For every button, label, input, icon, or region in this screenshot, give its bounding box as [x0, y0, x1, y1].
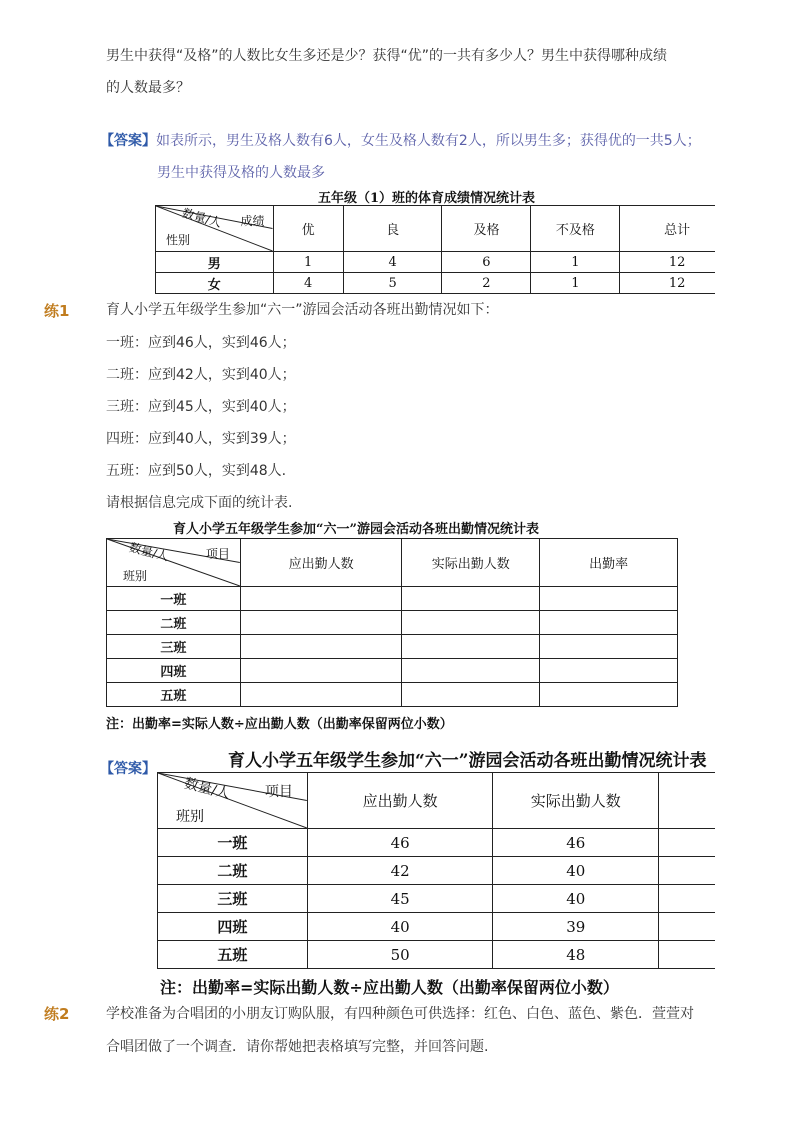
exercise-2-line-1: 学校准备为合唱团的小朋友订购队服，有四种颜色可供选择：红色、白色、蓝色、紫色．萱萱对	[106, 1006, 694, 1022]
class-line: 五班：应到50人，实到48人.	[106, 463, 287, 479]
row-label: 四班	[107, 659, 241, 683]
table-cell: 46	[493, 829, 659, 857]
table-cell: 45	[307, 885, 493, 913]
corner-bottom-label: 班别	[176, 809, 204, 825]
header-cell: 实际出勤人数	[493, 773, 659, 829]
table-cell-cut	[659, 857, 715, 885]
blank-cell[interactable]	[540, 659, 678, 683]
table-cell-cut	[659, 885, 715, 913]
exercise-2-line-2: 合唱团做了一个调查．请你帮她把表格填写完整，并回答问题.	[106, 1039, 489, 1055]
header-cell: 良	[343, 206, 442, 252]
class-line: 三班：应到45人，实到40人；	[106, 399, 296, 415]
blank-cell[interactable]	[540, 611, 678, 635]
corner-mid-label: 数量/人	[182, 775, 232, 803]
blank-cell[interactable]	[402, 611, 540, 635]
table-row	[107, 683, 678, 707]
corner-mid-label: 数量/人	[127, 540, 171, 564]
answer-1-line-2: 男生中获得及格的人数最多	[157, 165, 325, 181]
corner-mid-label: 数量/人	[180, 206, 224, 230]
attendance-blank-table	[106, 538, 678, 707]
table-cell: 50	[307, 941, 493, 969]
table-cell: 2	[442, 273, 531, 294]
row-label: 三班	[158, 885, 308, 913]
blank-cell[interactable]	[402, 587, 540, 611]
header-cell: 及格	[442, 206, 531, 252]
table-row	[158, 829, 716, 857]
question-line-2: 的人数最多？	[106, 80, 190, 96]
corner-bottom-label: 性别	[166, 233, 191, 247]
row-label: 四班	[158, 913, 308, 941]
table-cell: 4	[273, 273, 343, 294]
class-line: 二班：应到42人，实到40人；	[106, 367, 296, 383]
table-cell: 6	[442, 252, 531, 273]
header-cell: 优	[273, 206, 343, 252]
exercise-2-label: 练2	[44, 1005, 70, 1023]
table-cell: 40	[307, 913, 493, 941]
table-row	[158, 885, 716, 913]
row-label: 五班	[107, 683, 241, 707]
row-label: 一班	[158, 829, 308, 857]
table-1-corner-cell	[156, 206, 274, 252]
row-label: 三班	[107, 635, 241, 659]
table-1-wrapper	[155, 205, 715, 295]
table-row	[156, 252, 716, 273]
table-row	[107, 611, 678, 635]
blank-cell[interactable]	[402, 635, 540, 659]
table-row	[107, 635, 678, 659]
table-2-corner-cell	[107, 539, 241, 587]
table-cell: 4	[343, 252, 442, 273]
blank-cell[interactable]	[240, 683, 402, 707]
table-cell: 40	[493, 857, 659, 885]
table-cell: 1	[531, 273, 620, 294]
table-cell: 40	[493, 885, 659, 913]
table-cell: 48	[493, 941, 659, 969]
blank-cell[interactable]	[240, 659, 402, 683]
exercise-1-intro: 育人小学五年级学生参加“六一”游园会活动各班出勤情况如下：	[106, 302, 499, 318]
corner-top-label: 成绩	[240, 214, 265, 228]
attendance-answer-table	[157, 772, 715, 969]
blank-cell[interactable]	[540, 635, 678, 659]
row-label: 一班	[107, 587, 241, 611]
table-cell: 1	[531, 252, 620, 273]
header-cell: 出勤率	[540, 539, 678, 587]
exercise-1-instruction: 请根据信息完成下面的统计表.	[106, 495, 293, 511]
exercise-1-label: 练1	[44, 302, 70, 320]
header-cell: 总计	[620, 206, 715, 252]
answer-2-table-wrapper	[157, 772, 715, 970]
answer-1-text	[100, 131, 701, 151]
header-cell-cut	[659, 773, 715, 829]
corner-bottom-label: 班别	[123, 569, 148, 583]
corner-top-label: 项目	[264, 784, 293, 800]
question-line-1: 男生中获得“及格”的人数比女生多还是少？获得“优”的一共有多少人？男生中获得哪种成绩	[106, 48, 668, 64]
row-label: 女	[156, 273, 274, 294]
blank-cell[interactable]	[240, 587, 402, 611]
table-cell: 1	[273, 252, 343, 273]
grade-table	[155, 205, 715, 294]
table-row	[158, 941, 716, 969]
row-label: 二班	[158, 857, 308, 885]
table-row	[158, 913, 716, 941]
table-cell: 5	[343, 273, 442, 294]
header-cell: 应出勤人数	[240, 539, 402, 587]
answer-tag: 【答案】	[100, 133, 156, 149]
table-cell: 39	[493, 913, 659, 941]
answer-2-note: 注：出勤率=实际出勤人数÷应出勤人数（出勤率保留两位小数）	[160, 978, 619, 997]
answer-2-caption: 育人小学五年级学生参加“六一”游园会活动各班出勤情况统计表	[228, 751, 707, 770]
table-cell: 12	[620, 252, 715, 273]
blank-cell[interactable]	[540, 683, 678, 707]
table-1-caption: 五年级（1）班的体育成绩情况统计表	[318, 191, 536, 206]
answer-2-corner-cell	[158, 773, 308, 829]
table-row	[107, 587, 678, 611]
header-cell: 应出勤人数	[307, 773, 493, 829]
class-line: 一班：应到46人，实到46人；	[106, 335, 296, 351]
row-label: 五班	[158, 941, 308, 969]
table-2-note: 注：出勤率=实际人数÷应出勤人数（出勤率保留两位小数）	[106, 717, 453, 732]
table-cell: 42	[307, 857, 493, 885]
table-cell: 46	[307, 829, 493, 857]
blank-cell[interactable]	[402, 659, 540, 683]
blank-cell[interactable]	[540, 587, 678, 611]
table-row	[158, 857, 716, 885]
blank-cell[interactable]	[240, 611, 402, 635]
table-cell-cut	[659, 941, 715, 969]
header-cell: 不及格	[531, 206, 620, 252]
blank-cell[interactable]	[240, 635, 402, 659]
table-cell: 12	[620, 273, 715, 294]
answer-2-caption-wrapper	[228, 746, 715, 770]
row-label: 男	[156, 252, 274, 273]
table-row	[156, 273, 716, 294]
header-cell: 实际出勤人数	[402, 539, 540, 587]
table-cell-cut	[659, 913, 715, 941]
answer-1-line-1: 如表所示，男生及格人数有6人，女生及格人数有2人，所以男生多；获得优的一共5人；	[156, 133, 701, 149]
row-label: 二班	[107, 611, 241, 635]
answer-2-tag: 【答案】	[100, 761, 156, 777]
table-row	[107, 659, 678, 683]
blank-cell[interactable]	[402, 683, 540, 707]
table-cell-cut	[659, 829, 715, 857]
table-2-caption: 育人小学五年级学生参加“六一”游园会活动各班出勤情况统计表	[173, 522, 539, 537]
class-line: 四班：应到40人，实到39人；	[106, 431, 296, 447]
corner-top-label: 项目	[205, 547, 230, 561]
